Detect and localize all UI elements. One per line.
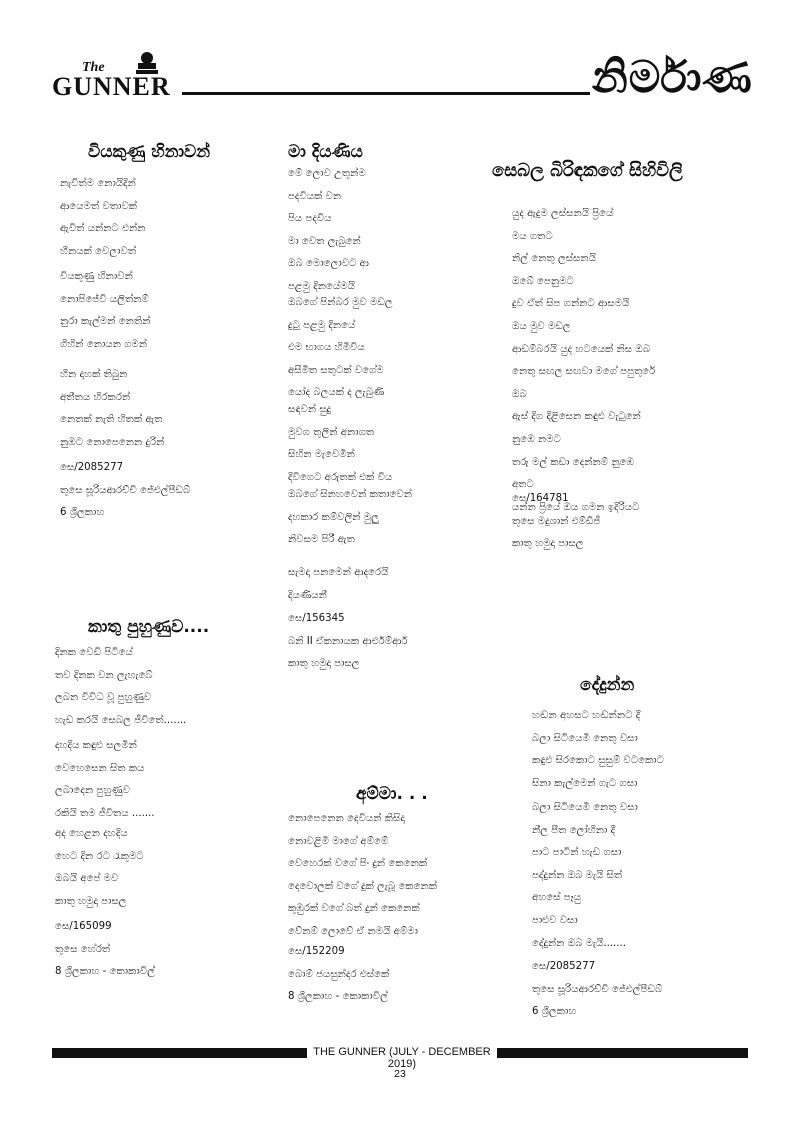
poem-line: ඔබ මොලොවට ආ xyxy=(288,258,370,270)
poem-line: මේ ලොව උතුන්ම xyxy=(288,168,366,179)
poem-line: පද්දුන්න ඔබ මැයි සිත් xyxy=(532,869,623,881)
poem-line: ඇස් දිග දිළිසෙන කඳුළු වැටුනේ xyxy=(512,411,641,423)
poem-credits xyxy=(288,608,408,676)
credit-line: තුසෙ මදුශාන් එම්ඩීජී xyxy=(512,515,601,527)
poem-credits xyxy=(60,457,190,525)
poem-line: කාතු හමුදා පාසල xyxy=(55,895,127,907)
credit-line: තුසෙ සූරියආරච්චි ජේඑල්පීඩබ් xyxy=(532,983,663,995)
poem-line: මා වෙත ලැබුනේ xyxy=(288,235,361,247)
poem-line: දහදිය කඳුළු සලමින් xyxy=(55,740,137,751)
poem-line: ආඩම්බරයි යුද හටයෙක් නිස ඔබ xyxy=(512,343,651,355)
poem-line: නොපෙනෙන දෙවියන් කිසිදා xyxy=(288,813,405,824)
poem-line: නුරා කැල්මන් නෙතින් xyxy=(60,316,151,328)
poem-line: පිය පදවිය xyxy=(288,213,332,225)
poem-stanza xyxy=(288,484,412,552)
poem-stanza xyxy=(288,562,389,607)
poem-title: සෙබල බිරිඳකගේ සිහිවිලි xyxy=(492,160,683,181)
poem-stanza xyxy=(55,823,144,913)
poem-title: කාතු පුහුණුව.... xyxy=(88,617,210,637)
poem-line: යෝද බලයක් ද ලැබුණි xyxy=(288,387,385,399)
poem-line: නැවිත්ම නොයිදින් xyxy=(60,178,136,189)
poem-line: පාළුව වසා xyxy=(532,914,578,926)
poem-line: බලා සිටියෙමි නෙතු වසා xyxy=(532,802,638,813)
poem-stanza xyxy=(60,173,146,263)
poem-line: සැමදා පනමෙන් ආදරෙයි xyxy=(288,567,389,578)
poem-line: පාට පාටින් හැඩ ගසා xyxy=(532,847,622,859)
poem-credits xyxy=(288,941,389,1009)
poem-line: නුඹෙ නමට xyxy=(512,433,561,445)
poem-line: රකියි තම ජීවිතය ....... xyxy=(55,807,155,819)
poem-line: ඔබයි අපේ මව xyxy=(55,873,119,885)
poem-line: අසීමිත සතුටක් වගේම xyxy=(288,364,384,376)
poem-title: දේදුන්න xyxy=(580,675,635,695)
poem-line: කුඹුරක් වගේ බත් දුන් කෙනෙක් xyxy=(288,903,420,915)
credit-line: සෙ/164781 xyxy=(512,493,569,504)
poem-line: අහසේ පෑයු xyxy=(532,892,581,904)
poem-line: හැඩ කරයි සෙබල ජීවිතේ....... xyxy=(55,714,187,726)
poem-line: ආයෙමත් වතාවක් xyxy=(60,200,138,212)
poem-line: නුඹට නොපෙනෙන දුරින් xyxy=(60,436,165,448)
credit-line: 8 ශ්‍රීලකාහ - කොකාවිල් xyxy=(55,966,155,978)
masthead-rule xyxy=(182,92,590,95)
poem-stanza xyxy=(288,163,369,299)
poem-line: ඔය මුව මඩල xyxy=(512,320,571,332)
poem-line: තරු මල් කඩා දෙන්නම් නුඹෙ xyxy=(512,456,635,468)
credit-line: 8 ශ්‍රීලකාහ - කොකාවිල් xyxy=(288,991,388,1003)
poem-line: නිල් නෙතු ලස්සනයි xyxy=(512,253,597,265)
poem-stanza xyxy=(288,808,437,944)
poem-line: අතට xyxy=(512,479,534,491)
logo-gunner: GUNNER xyxy=(52,72,171,101)
credit-line: බොම් ජයසුන්දර එස්කේ xyxy=(288,968,390,980)
poem-title: මා දියණිය xyxy=(288,142,363,162)
credit-line: සෙ/2085277 xyxy=(60,462,124,473)
poem-credits xyxy=(55,916,155,984)
poem-line: නිවසම පිරී ඇත xyxy=(288,534,355,546)
poem-line: දුව ඒත් සිප ගන්නට ආසමයි xyxy=(512,298,630,310)
poem-line: හෙට දින රට රැකුමට xyxy=(55,850,144,862)
footer-rule-left xyxy=(52,1048,307,1058)
poem-line: ලබාදෙන පුහුණුව xyxy=(55,785,131,797)
page-number: 23 xyxy=(394,1068,406,1080)
poem-stanza xyxy=(532,797,638,955)
poem-line: ඔබේ පෙනුමට xyxy=(512,275,574,287)
poem-line: මුවග තුලින් අනාගත xyxy=(288,426,375,438)
poem-credits xyxy=(532,956,662,1024)
poem-stanza xyxy=(55,735,155,825)
poem-stanza xyxy=(60,266,151,356)
credit-line: සෙ/152209 xyxy=(288,946,345,957)
poem-title: වියකුණු හිනාවන් xyxy=(88,142,211,162)
poem-line: සඳවන් සුදු xyxy=(288,404,332,415)
poem-line: පළමු දිනයේමයි xyxy=(288,280,355,292)
credit-line: කාතු හමුදා පාසල xyxy=(512,538,584,550)
poem-line: තව දිනක වන ලැහැබේ xyxy=(55,669,153,681)
credit-line: සෙ/156345 xyxy=(288,613,345,624)
footer-publication: THE GUNNER (JULY - DECEMBER 2019) xyxy=(313,1046,491,1070)
poem-line: නීල පීත ලෝහිනා දී xyxy=(532,824,616,836)
poem-line: දේදුන්න ඔබ මැයි....... xyxy=(532,937,626,949)
poem-line: හීන දාහක් තිබුන xyxy=(60,369,128,380)
logo-the: The xyxy=(82,60,105,75)
poem-line: යුද ඇදුම ලස්සනයි ප්‍රියේ xyxy=(512,208,614,219)
credit-line: සෙ/165099 xyxy=(55,921,112,932)
poem-line: හඬන අහසට හඬන්නට දී xyxy=(532,710,641,721)
poem-line: දුටු පළමු දිනයේ xyxy=(288,319,356,331)
poem-line: ලබන විවිධ වූ පුහුණුව xyxy=(55,692,152,704)
poem-line: ගිහින් නොයන ගමන් xyxy=(60,338,148,350)
poem-line: වියකුණු හිනාවන් xyxy=(60,271,133,282)
poem-line: ඔබගේ පින්බර මුව මඩල xyxy=(288,297,393,308)
poem-stanza xyxy=(60,364,164,454)
credit-line: බනි II ඒකනායක ආර්එම්ආර් xyxy=(288,635,408,647)
poem-stanza xyxy=(512,203,655,519)
poem-line: ඔබගේ සිනහවෙන් කතාවෙන් xyxy=(288,489,413,500)
poem-line: සිහින මැවෙමින් xyxy=(288,449,355,461)
poem-line: දියණියනී xyxy=(288,589,327,601)
poem-title: අම්මා. . . xyxy=(356,784,428,804)
footer-rule-right xyxy=(497,1048,748,1058)
poem-line: දෙවොලක් වගේ දුක් ලැබූ කෙනෙක් xyxy=(288,880,438,892)
poem-stanza xyxy=(288,292,393,405)
poem-line: නෙතක් නැති හිතක් ඇත xyxy=(60,414,163,426)
credit-line: සෙ/2085277 xyxy=(532,961,596,972)
poem-line: වේනම් ලොවේ ඒ නමයි අම්මා xyxy=(288,925,418,937)
poem-line: එම භාගය හිමිවිය xyxy=(288,342,365,354)
credit-line: තුසෙ හේරත් xyxy=(55,943,111,955)
section-title: නිර්මාණ xyxy=(592,52,753,103)
poem-line: ඇවිත් යන්නට එන්න xyxy=(60,223,146,235)
poem-stanza xyxy=(55,642,186,732)
poem-line: හීනයක් වෙලාවත් xyxy=(60,245,137,257)
poem-line: නොවළිමි මාගේ අම්මේ xyxy=(288,835,389,847)
poem-line: දිවිගෙට අරුතක් එක් විය xyxy=(288,471,393,483)
poem-line: වෙහෙරක් වගේ පිං දුන් කෙනෙක් xyxy=(288,858,428,870)
poem-line: දහකාර කම්වලින් මුලු xyxy=(288,511,379,523)
poem-line: මය ගතට xyxy=(512,230,553,242)
poem-line: ඔබ xyxy=(512,388,527,400)
poem-line: නොපිජේවි යලිත්නම් xyxy=(60,293,149,305)
poem-stanza xyxy=(288,399,392,489)
poem-stanza xyxy=(532,705,664,795)
gunner-logo xyxy=(52,50,178,108)
poem-line: පදවියක් වන xyxy=(288,190,342,202)
poem-line: කඳුළු සිරකොට සුසුම් වටකොට xyxy=(532,755,664,767)
poem-line: බලා සිටියෙමි නෙතු වසා xyxy=(532,732,638,744)
poem-line: අතීතය හිරකරන් xyxy=(60,391,131,403)
credit-line: 6 ශ්‍රීලකාහ xyxy=(60,507,105,519)
credit-line: තුසෙ සූරියආරච්චි ජේඑල්පීඩබ් xyxy=(60,484,191,496)
poem-credits xyxy=(512,488,600,556)
credit-line: 6 ශ්‍රීලකාහ xyxy=(532,1006,577,1018)
poem-line: වෙහෙසෙන සිත කය xyxy=(55,762,145,774)
credit-line: කාතු හමුදා පාසල xyxy=(288,658,360,670)
poem-line: අද හෙළන දහදිය xyxy=(55,828,128,839)
poem-line: දිනක වෙඩි පිටියේ xyxy=(55,647,133,658)
poem-line: නෙතු සඟල සඟවා මගේ පපුතුරේ xyxy=(512,366,656,378)
poem-line: සිනා කැල්මෙන් ගැට ගසා xyxy=(532,777,638,789)
poem-line: යන්න ප්‍රියේ ඔය ගමන ඉදිරියට xyxy=(512,501,640,513)
